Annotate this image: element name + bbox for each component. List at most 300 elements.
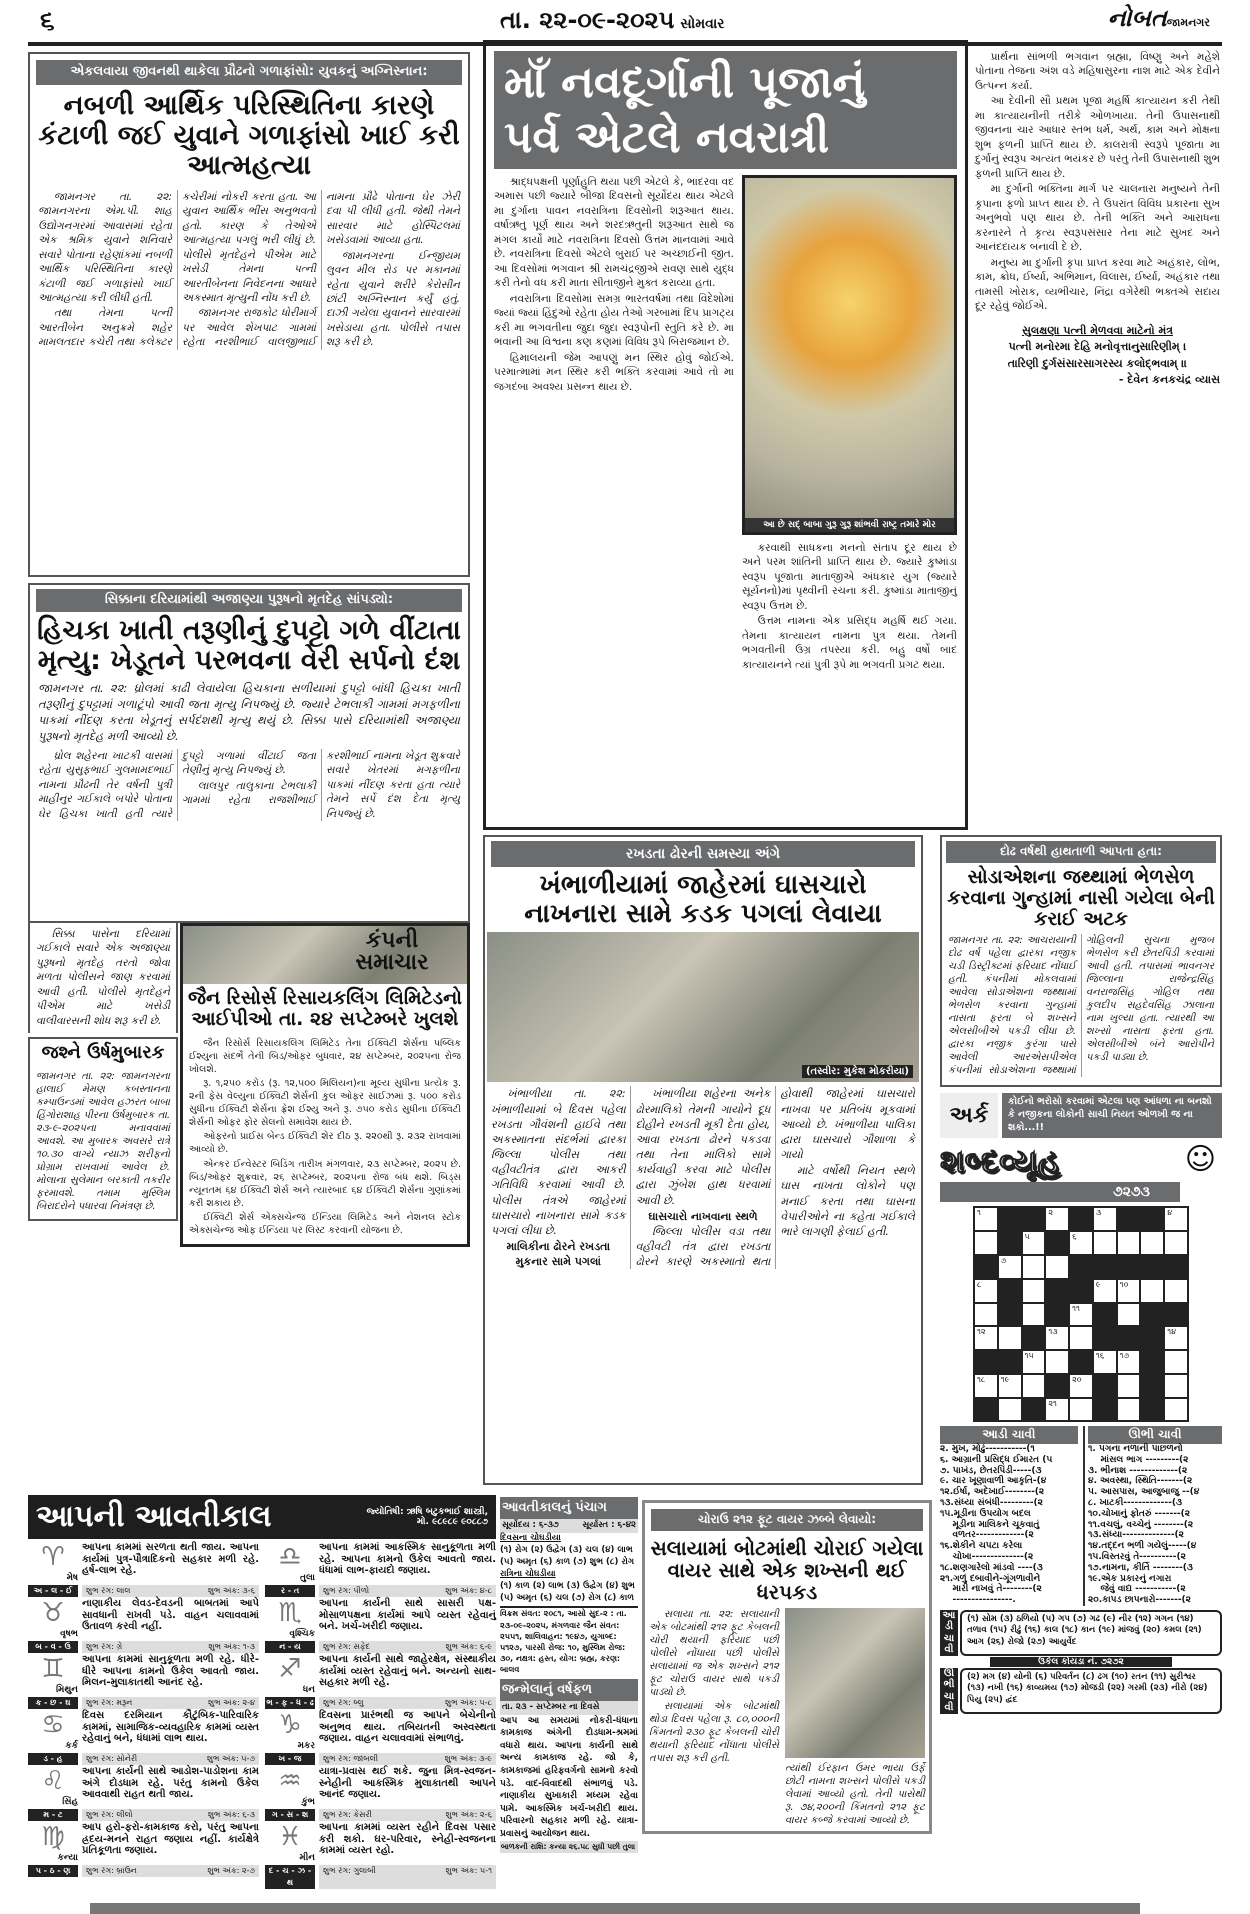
article-body (485, 1082, 921, 1273)
mantra-block (975, 323, 1220, 389)
lucky-number-label: શુભ અંક: (444, 1754, 477, 1763)
middle-column (483, 40, 968, 1485)
paragraph: શ્રાદ્ધપક્ષની પૂર્ણાહુતિ થયા પછી એટલે કે, ભાદરવા વદ અમાસ પછી જ્યારે બીજા દિવસનો સૂર્યોદય થાય એટલે મા દુર્ગાના પાવન નવરાત્રિના દિવસોની શરૂઆત થાય. વર્ષાઋતુ પૂર્ણ થાય અને શરદઋતુની શરૂઆત સાથે જ મંગલ કાર્યો માટે નવરાત્રિના દિવસો ઉત્તમ માનવામાં આવે છે. નવરાત્રિના દિવસો એટલે બુરાઈ પર અચ્છાઈની જીત. આ દિવસોમાં ભગવાન શ્રી રામચંદ્રજીએ રાવણ સાથે યુદ્ધ કરી તેનો વધ કરી માતા સીતાજીને મુક્ત કરાવ્યા હતા. (494, 176, 734, 290)
crossword-cell[interactable] (1165, 1399, 1187, 1421)
footer-bar (90, 1903, 1140, 1914)
horoscope-maiden (28, 1822, 259, 1877)
cell-number: ૯ (1095, 1279, 1101, 1289)
goat-fish-icon: ♑ (278, 1710, 302, 1740)
across-solution-row (940, 1610, 1222, 1656)
birthday-text: આપ આ સમયમાં નોકરી-ધંધાના કામકાજ અંગેની દોડધામ-શ્રમમાં વધારો થાય. આપના કાર્યની સાથે અન્ય કામકાજ રહે. જો કે, કામકાજમાં હરિફવર્ગનો સામનો કરવો પડે. વાદ-વિવાદથી સંભાળવું પડે. નાણાકીય સુખાકારી મધ્યમ રહેવા પામે. આકસ્મિક ખર્ચ-ખરીદી થાય. પરિવારનો સહકાર મળી રહે. યાત્રા-પ્રવાસનું આયોજન થાય. (500, 1715, 638, 1839)
navratri-right-part (742, 175, 957, 673)
paragraph: ખંભાળીયા તા. ૨૨: ખંભાળીયામાં બે દિવસ પહેલા રખડતા ગૌવંશની હાઈવે તથા અકસ્માતના સંદર્ભમાં દ્વારકા જિલ્લા પોલીસ તથા વહીવટીતંત્ર દ્વારા આકરી ગતિવિધિ કરવામાં આવી છે. પોલીસ તંત્રએ જાહેરમાં ઘાસચારો નાખનારા સામે કડક પગલાં લીધા છે. (491, 1087, 626, 1237)
paragraph: ઈક્વિટી શેર્સ એક્સચેન્જ ઈન્ડિયા લિમિટેડ અને નેશનલ સ્ટોક એક્સચેન્જ ઓફ ઈન્ડિયા પર લિસ્ટ કરવાની યોજના છે. (189, 1211, 461, 1237)
across-clue: ૨. મુખ, મોઢું-----------(૧ (940, 1443, 1035, 1454)
sign-lucky-info (319, 1641, 496, 1653)
paragraph: જિલ્લા પોલીસ વડા તથા વહીવટી તંત્ર દ્વારા રખડતા ઢોરને કારણે અકસ્માતો થતા હોવાથી જાહેરમાં ઘાસચારો નાખવા પર પ્રતિબંધ મૂકવામાં આવ્યો છે. ખંભાળીયા પાલિકા દ્વારા ઘાસચારો ગૌશાળા કે ગાયો (635, 1087, 915, 1269)
lucky-number-label: શુભ અંક: (207, 1586, 240, 1595)
article-body: જામનગર તા. ૨૨: આચરાયાની દોઢ વર્ષ પહેલા દ્વારકા નજીક ચડી ડિસ્ટ્રીક્ટમાં ફરિયાદ નોંધાઈ હતી. કંપનીમાં મોકલવામાં આવેલા સોડાએશના જથ્થામાં ભેળસેળ કરવાના ગુન્હામાં નાસતા ફરતા બે શખ્સને એલસીબીએ પકડી લીધા છે. દ્વારકા નજીક કુરંગા પાસે આવેલી આરએસપીએલ કંપનીમાં સોડાએશના જથ્થામાં ગોહિલની સુચના મુજબ ભેળસેળ કરી છેતરપિંડી કરવામાં આવી હતી. તપાસમાં ભાવનગર જિલ્લાના રાજેન્દ્રસિંહ વનરાજસિંહ ગોહિલ તથા કુલદીપ સહદેવસિંહ ઝાલાના નામ ખુલ્યા હતા. ત્યારથી આ શખ્સો નાસતા ફરતા હતા. એલસીબીએ બંને આરોપીને પકડી પાડ્યા છે. (948, 935, 1214, 1077)
lucky-color-label: શુભ રંગ: (86, 1586, 114, 1595)
lucky-color: સોનેરી (116, 1754, 138, 1763)
crossword-cell[interactable] (1165, 1232, 1187, 1254)
across-clue: ૬. આગ્રાની પ્રસિદ્ધ ઈમારત (૫ (940, 1454, 1053, 1465)
sign-figure (265, 1542, 315, 1584)
crossword-cell[interactable] (975, 1375, 997, 1397)
crossword-cell[interactable] (1023, 1304, 1045, 1326)
crossword-black-cell (999, 1351, 1021, 1373)
crossword-grid (973, 1206, 1189, 1422)
crossword-cell[interactable] (1118, 1304, 1140, 1326)
sign-letters: ભ - ફ - ધ - ઢ (266, 1698, 314, 1707)
company-news-banner (183, 926, 467, 984)
crossword-cell[interactable] (999, 1399, 1021, 1421)
horoscope-bull (28, 1598, 259, 1653)
lead: જામનગર તા. ૨૨: ધ્રોલમાં કાઢી લેવાયેલા હિચકાના સળીયામાં દુપટ્ટો બાંધી હિચકા ખાતી તરૂણીનું દુપટ્ટામાં ગળાટૂંપો આવી જતા મૃત્યુ નિપજ્યું છે. જ્યારે ટેભલાકી ગામમાં મગફળીના પાકમાં નીંદણ કરતા ખેડૂતનું સર્પદંશથી મૃત્યુ થયું છે. સિક્કા પાસે દરિયામાંથી અજાણ્યા પુરૂષનો મૃતદેહ મળી આવ્યો છે. (38, 681, 460, 743)
sign-letters: ક - છ - ઘ (28, 1697, 78, 1709)
sign-figure (265, 1710, 315, 1752)
across-clue: ૧૬.શેકીને ચપટા કરેલા ચોખા--------------(૨ (940, 1541, 1034, 1562)
horoscope-lion (28, 1766, 259, 1821)
down-clue: ૧૪.તદ્દન ભળી ગયેલું-----(૪ (1088, 1541, 1197, 1552)
across-clue: ૭. પાખંડ, છેતરપિંડી-----(૩ (940, 1465, 1042, 1476)
cell-number: ૧૮ (977, 1374, 986, 1384)
crossword-clues (940, 1426, 1222, 1606)
sign-name: મકર (297, 1741, 315, 1751)
crossword-cell[interactable] (1023, 1280, 1045, 1302)
crossword-cell[interactable] (1046, 1208, 1068, 1230)
down-clue: ૧૦.ચોખાનું ફોતરું -------(૨ (1088, 1508, 1191, 1519)
ram-icon: ♈ (41, 1542, 65, 1572)
crab-icon: ♋ (41, 1710, 65, 1740)
crossword-black-cell (1046, 1375, 1068, 1397)
day-choghadiya-title: દિવસના ચોઘડીયા (500, 1533, 561, 1544)
headline-line: માઁ નવદૂર્ગાની પૂજાનું (504, 57, 866, 108)
day-choghadiya: (૧) રોગ (૨) ઉદ્વેગ (૩) ચલ (૪) લાભ (500, 1544, 633, 1555)
crossword-black-cell (1046, 1232, 1068, 1254)
crossword-black-cell (1046, 1280, 1068, 1302)
lucky-number-group (208, 1697, 255, 1709)
moon-sign: બાળકની રાશિ: કન્યા ૨૬.૫૮ સુધી પછી તુલા (500, 1841, 638, 1854)
lucky-number-group (445, 1753, 492, 1765)
article-body-mid (742, 541, 957, 673)
crossword-cell[interactable] (975, 1304, 997, 1326)
crossword-cell[interactable] (1165, 1327, 1187, 1349)
article-body (30, 747, 468, 823)
lucky-number-group (207, 1865, 255, 1877)
cell-number: ૨૧ (1048, 1398, 1057, 1408)
kicker: એકલવાયા જીવનથી થાકેલા પ્રૌઢનો ગળાફાંસો: યુવકનું અગ્નિસ્નાન: (36, 60, 462, 85)
scales-icon: ♎ (278, 1542, 302, 1572)
mantra-line: પત્ની મનોરમા દેહિ મનોવૃત્તાનુસારિણીમ્ । (1008, 340, 1187, 354)
crossword-black-cell (1118, 1208, 1140, 1230)
crossword-black-cell (975, 1399, 997, 1421)
lion-icon: ♌ (41, 1766, 65, 1796)
subhead: માલિકીના ઢોરને રખડતા મુકનાર સામે પગલાં (506, 1240, 611, 1269)
crossword-cell[interactable] (999, 1327, 1021, 1349)
sign-forecast: નાણાકીય લેવડ-દેવડની બાબતમાં આપે સાવધાની રાખવી પડે. વાહન ચલાવવામાં ઉતાવળ કરવી નહીં. (82, 1598, 259, 1632)
crossword-black-cell (999, 1232, 1021, 1254)
crossword-cell[interactable] (1165, 1208, 1187, 1230)
crossword-cell[interactable] (999, 1256, 1021, 1278)
sign-forecast: દિવસ દરમિયાન કૌટુંબિક-પારિવારિક કામમાં, સામાજિક-વ્યવહારિક કામમાં વ્યસ્ત રહેવાનું બને, ધંધામાં લાભ થાય. (82, 1710, 259, 1744)
sign-name: તુલા (300, 1573, 315, 1583)
sign-forecast: આપ હરો-ફરો-કામકાજ કરો, પરંતુ આપના હ્રદય-મનને રાહત જણાય નહીં. કાર્યક્ષેત્રે પ્રતિકૂળતા જણાય. (82, 1822, 259, 1856)
sign-name: ધન (302, 1685, 315, 1695)
night-choghadiya: (૫) અમૃત (૬) ચલ (૭) રોગ (૮) કાળ (500, 1592, 634, 1603)
crossword-black-cell (1094, 1327, 1116, 1349)
cartoon-face-icon: ☺ (1184, 1142, 1216, 1178)
lucky-color-label: શુભ રંગ: (323, 1866, 351, 1875)
crossword-black-cell (975, 1351, 997, 1373)
lucky-color-group (323, 1641, 370, 1653)
sign-letters: ર - ત (265, 1585, 315, 1597)
crossword-black-cell (1141, 1375, 1163, 1397)
sign-lucky-info (319, 1585, 496, 1597)
headline: ખંભાળીયામાં જાહેરમાં ઘાસચારો નાખનારા સામે કડક પગલાં લેવાયા (524, 870, 882, 930)
arrest-photo (785, 1608, 925, 1758)
lucky-color-group (86, 1697, 132, 1709)
crossword-cell[interactable] (1094, 1208, 1116, 1230)
sign-forecast: આપના કાર્યની સાથે જાહેરક્ષેત્ર, સંસ્થાકીય કાર્યમાં વ્યસ્ત રહેવાનું બને. અન્યનો સાથ-સહકાર મળી રહે. (319, 1654, 496, 1688)
lucky-number: ૩-૯ (479, 1754, 492, 1763)
article-body (649, 1608, 779, 1827)
crossword-black-cell (1023, 1208, 1045, 1230)
crossword-cell[interactable] (1118, 1351, 1140, 1373)
horoscope-scales (265, 1542, 496, 1597)
left-column (28, 52, 470, 1247)
crossword-black-cell (1165, 1256, 1187, 1278)
lucky-color-group (323, 1809, 372, 1821)
crossword-cell[interactable] (1165, 1375, 1187, 1397)
crossword-cell[interactable] (1023, 1375, 1045, 1397)
lucky-number-group (208, 1641, 255, 1653)
headline: જૈન રિસોર્સ રિસાયકલિંગ લિમિટેડનો આઈપીઓ તા. ૨૪ સપ્ટેમ્બરે ખુલશે (187, 987, 463, 1031)
crossword-cell[interactable] (1094, 1351, 1116, 1373)
sign-lucky-info (319, 1697, 496, 1709)
sign-forecast: આપના કામમાં સરળતા થતી જાય. આપના કાર્યમાં પુત્ર-પૌત્રાદિકનો સહકાર મળી રહે. હર્ષ-લાભ રહે. (82, 1542, 259, 1576)
sign-letters: દ - ચ - ઝ - થ (265, 1865, 315, 1889)
cell-number: ૧૩ (1048, 1327, 1058, 1337)
sign-lucky-info (82, 1697, 259, 1709)
crossword-black-cell (1070, 1208, 1092, 1230)
paragraph: જામનગરના ઈન્જીયમ લુવન મીલ રોડ પર મકાનમાં રહેતા યુવાને શરીરે કેરોસીન છાંટી અગ્નિસ્નાન કર્યું હતું. દાઝી ગયેલા યુવાનને સારવારમાં ખસેડાયા હતા. પોલીસે તપાસ શરૂ કરી છે. (326, 249, 460, 349)
logo-city: જામનગર (1166, 16, 1210, 29)
sign-letters: બ - વ - ઉ (28, 1641, 78, 1653)
crossword-cell[interactable] (1046, 1327, 1068, 1349)
headline-block (494, 51, 957, 169)
crossword-cell[interactable] (975, 1327, 997, 1349)
crossword-cell[interactable] (975, 1280, 997, 1302)
article-salaya (642, 1500, 932, 1834)
sign-name: સિંહ (62, 1797, 78, 1807)
down-clue: ૫. આસપાસ, આજુબાજુ --(૪ (1088, 1487, 1200, 1498)
sign-figure (265, 1822, 315, 1864)
lucky-color-label: શુભ રંગ: (86, 1642, 114, 1651)
paragraph: આ દેવીની સૌ પ્રથમ પૂજા મહર્ષિ કાત્યાયન કરી તેથી મા કાત્યાયનીની તરીકે ઓળખાયા. તેની ઉપાસનાથી જીવનના ચાર આધાર સ્તંભ ધર્મ, અર્થ, કામ અને મોક્ષના શુભ ફળની પ્રાપ્તિ થાય છે. કાલરાત્રી સ્વરૂપે પૂજાતા મા દુર્ગાનું સ્વરૂપ અત્યંત ભયંકર છે પરંતુ તેની ઉપાસનાથી શુભ ફળની પ્રાપ્તિ થાય છે. (975, 95, 1220, 180)
left-strip (28, 923, 178, 1247)
page-date (500, 6, 725, 34)
lucky-color: મરૂન (116, 1698, 133, 1707)
lucky-number-label: શુભ અંક: (445, 1698, 477, 1707)
sign-forecast: આપના કામમાં વ્યસ્ત રહીને દિવસ પસાર કરી શકો. ઘર-પરિવાર, સ્નેહી-સ્વજનના કામમાં વ્યસ્ત રહો. (319, 1822, 496, 1856)
paragraph: જામનગર તા. ૨૨: જામનગરના એમ.પી. શાહ ઉદ્યોગનગરમાં આવાસમાં રહેતા એક શ્રમિક યુવાને શનિવારે સવારે પોતાના રહેણાંકમાં નબળી આર્થિક પરિસ્થિતિના કારણે કંટાળી જઈ ગળાફાંસો ખાઈ આત્મહત્યા કરી લીધી હતી. (38, 190, 172, 304)
crossword-black-cell (1023, 1399, 1045, 1421)
crossword-cell[interactable] (1046, 1351, 1068, 1373)
sign-name: કર્ક (65, 1741, 78, 1751)
lucky-color: પીળો (353, 1586, 370, 1595)
weekday: સોમવાર (680, 16, 725, 32)
lucky-number: ૫-૮ (479, 1698, 492, 1707)
water-bearer-icon: ♒ (278, 1766, 302, 1796)
lucky-color-label: શુભ રંગ: (323, 1642, 351, 1651)
article-navratri (483, 40, 968, 830)
crossword-cell[interactable] (1023, 1351, 1045, 1373)
crossword-cell[interactable] (1141, 1232, 1163, 1254)
paragraph: ઉત્તમ નામના એક પ્રસિદ્ધ મહર્ષિ થઈ ગયા. તેમના કાત્યાયન નામના પુત્ર થયા. તેમની ભગવતીની ઉગ્ર તપસ્યા કરી. બહુ વર્ષો બાદ કાત્યાયનને ત્યાં પુત્રી રૂપે મા ભગવતી પ્રગટ થયા. (742, 615, 957, 671)
crossword-black-cell (1118, 1256, 1140, 1278)
crossword-cell[interactable] (975, 1208, 997, 1230)
down-clue: ૩. ભીનાશ -------------(૨ (1088, 1465, 1188, 1476)
crossword-cell[interactable] (1165, 1280, 1187, 1302)
crossword-cell[interactable] (1118, 1280, 1140, 1302)
crossword-black-cell (1046, 1304, 1068, 1326)
salaya-right-part (785, 1608, 925, 1827)
navratri-right-column (975, 50, 1220, 389)
banner-title: કંપની સમાચાર (355, 928, 429, 975)
lucky-color-group (86, 1641, 122, 1653)
night-choghadiya: (૧) કાળ (૨) લાભ (૩) ઉદ્વેગ (૪) શુભ (500, 1580, 635, 1591)
sign-figure (28, 1710, 78, 1752)
cell-number: ૪ (1167, 1208, 1173, 1218)
kicker: ચોરાઉ ૨૧૨ ફૂટ વાયર ઝબ્બે લેવાયો: (651, 1509, 923, 1531)
sign-lucky-info (82, 1641, 259, 1653)
sign-letters: ખ - જ (265, 1753, 315, 1765)
crossword-cell[interactable] (1070, 1327, 1092, 1349)
crossword-cell[interactable] (999, 1375, 1021, 1397)
across-clue: ૧૩.સંધ્યા સંબંધી---------(૨ (940, 1497, 1043, 1508)
sign-name: વૃશ્ચિક (289, 1629, 315, 1639)
horoscope-crab (28, 1710, 259, 1765)
sign-figure (28, 1654, 78, 1696)
lucky-number-group (207, 1753, 255, 1765)
sign-letters: મ - ટ (28, 1809, 78, 1821)
kicker: રખડતા ઢોરની સમસ્યા અંગે (491, 841, 915, 867)
horoscope-title: આપની આવતીકાલ (36, 1499, 272, 1534)
sign-figure (28, 1766, 78, 1808)
page-number: ૬ (40, 6, 55, 36)
crossword-cell[interactable] (1070, 1304, 1092, 1326)
crossword-title: શબ્દવ્યૂહ (940, 1142, 1061, 1181)
sign-letters: ડ - હ (28, 1753, 78, 1765)
lucky-color-group (323, 1585, 369, 1597)
sign-lucky-info (82, 1865, 259, 1877)
astrologer-info (367, 1507, 488, 1527)
cell-number: ૬ (1072, 1232, 1077, 1242)
lucky-number: ૫-૭ (241, 1754, 255, 1763)
ark-label: અર્ક (940, 1093, 1002, 1138)
crossword-black-cell (1141, 1351, 1163, 1373)
image-caption: આ છે સદ્ બાબા ગુરૂ ગુરૂ શાંભવી રાષ્ટ્ર તમારે મોર (745, 518, 954, 532)
sign-name: કુંભ (301, 1797, 315, 1807)
down-clue: ૧૩.સંધ્યા--------------(૨ (1088, 1530, 1184, 1541)
across-solution: (૧) સોમ (૩) ઠળિયો (૫) ગપ (૭) ગઢ (૯) નીર (૧૨) ગગન (૧૪) તળાવ (૧૫) રીઢું (૧૬) કાલ (૧૮) કાન (૧૯) માંજવું (૨૦) કમલ (૨૧) આગ (૨૬) રોજો (૨૭) આયુર્વેદ (960, 1610, 1222, 1656)
birthday-date: તા. ૨૩ - સપ્ટેમ્બર ના દિવસે (500, 1701, 638, 1715)
twins-icon: ♊ (41, 1654, 65, 1684)
crossword-cell[interactable] (1046, 1399, 1068, 1421)
crossword-cell[interactable] (975, 1232, 997, 1254)
crossword-black-cell (1165, 1304, 1187, 1326)
paragraph: એન્કર ઈન્વેસ્ટર બિડિંગ તારીખ મંગળવાર, ૨૩ સપ્ટેમ્બર, ૨૦૨૫ છે. બિડ/ઓફર શુક્રવાર, ૨૬ સપ્ટેમ્બર, ૨૦૨૫ના રોજ બંધ થશે. બિડ્સ ન્યૂનતમ ૬૪ ઈક્વિટી શેર્સ અને ત્યારબાદ ૬૪ ઈક્વિટી શેર્સના ગુણાંકમાં કરી શકાય છે. (189, 1158, 461, 1209)
navratri-content (494, 175, 957, 673)
lucky-color: જાંબલી (353, 1754, 378, 1763)
crossword-cell[interactable] (1141, 1280, 1163, 1302)
crossword-cell[interactable] (1094, 1232, 1116, 1254)
panchang (500, 1497, 638, 1853)
crossword-cell[interactable] (1023, 1256, 1045, 1278)
crossword-cell[interactable] (1118, 1232, 1140, 1254)
crossword-black-cell (1094, 1375, 1116, 1397)
horoscope-section (28, 1495, 496, 1890)
headline: નબળી આર્થિક પરિસ્થિતિના કારણે કંટાળી જઈ યુવાને ગળાફાંસો ખાઈ કરી આત્મહત્યા (38, 89, 460, 182)
sign-figure (265, 1766, 315, 1808)
crossword-black-cell (999, 1208, 1021, 1230)
sunset: સૂર્યાસ્ત : ૬-૪૨ (582, 1520, 636, 1531)
crossword-cell[interactable] (1165, 1351, 1187, 1373)
paragraph: તથા તેમના પત્ની આરતીબેન અનુક્રમે શહેર મામલતદાર કચેરી તથા કલેક્ટર કચેરીમાં નોકરી કરતા હતા. આ યુવાન આર્થિક ભીંસ અનુભવતો હતો. કારણ કે તેઓએ આત્મહત્યા પગલું ભરી લીધું છે. પોલીસે મૃતદેહને પીએમ માટે ખસેડી તેમના પત્ની આરતીબેનના નિવેદનના આધારે અકસ્માત મૃત્યુની નોંધ કરી છે. (38, 190, 316, 349)
horoscope-column (28, 1542, 259, 1890)
article-body-continued: ત્યાંથી ઈરફાન ઉમર ભાયા ઉર્ફે છોટી નામના શખ્સને પોલીસે પકડી લેવામાં આવ્યો હતો. તેની પાસેથી રૂ. ૭૪,૨૦૦ની કિંમતનો ૨૧૨ ફૂટ વાયર કબ્જે કરવામાં આવ્યો છે. (785, 1762, 925, 1826)
crossword-cell[interactable] (1118, 1375, 1140, 1397)
paragraph: ખંભાળીયા શહેરના અનેક ઢોરમાલિકો તેમની ગાયોને દૂધ દોહીને રખડતી મૂકી દેતા હોય, આવા રખડતા ઢોરને પકડવા તથા તેના માલિકો સામે કાર્યવાહી કરવા માટે પોલીસ દ્વારા ઝુંબેશ હાથ ધરવામાં આવી છે. (635, 1087, 771, 1207)
lucky-color: બ્લુ (353, 1698, 364, 1707)
article-body (183, 1035, 467, 1241)
lucky-color: ગ્રે (116, 1642, 123, 1651)
sign-lucky-info (82, 1753, 259, 1765)
crossword-black-cell (999, 1304, 1021, 1326)
crossword-cell[interactable] (1070, 1232, 1092, 1254)
lucky-number: ૬-૯ (479, 1642, 492, 1651)
paragraph: મા દુર્ગાની ભક્તિના માર્ગ પર ચાલનારા મનુષ્યને તેની કૃપાના ફળો પ્રાપ્ત થાય છે. તે ઉપરાંત વિવિધ પ્રકારના સુખ અનુભવો પણ થાય છે. તેની ભક્તિ અને આરાધના કરનારને તે કૃત્ય સ્વરૂપસંસાર તેના માટે સુખદ અને આનંદદાયક બનાવી દે છે. (975, 183, 1220, 254)
crossword-black-cell (1070, 1256, 1092, 1278)
cell-number: ૧૬ (1095, 1351, 1105, 1361)
sign-lucky-info (319, 1753, 496, 1765)
date: તા. ૨૨-૦૯-૨૦૨૫ (500, 6, 675, 34)
lucky-color-label: શુભ રંગ: (86, 1866, 114, 1875)
horoscope-goat-fish (265, 1710, 496, 1765)
lucky-number-group (445, 1641, 492, 1653)
subhead: ઘાસચારો નાખવાના સ્થળે (648, 1209, 758, 1223)
sign-figure (265, 1654, 315, 1696)
across-title: આડી ચાવી (940, 1426, 1078, 1444)
down-clue: ૧૯.એક પ્રકારનું નગારા જેવું વાદ્ય -----------(૨ (1088, 1573, 1186, 1595)
crossword-black-cell (1094, 1304, 1116, 1326)
sign-forecast: આપના કાર્યની સાથે સાસરી પક્ષ-મોસાળપક્ષના કાર્યમાં આપે વ્યસ્ત રહેવાનું બને. ખર્ચ-ખરીદી જણાય. (319, 1598, 496, 1632)
astrologer-phone: મો. ૯૮૯૮૯ ૯૦૮૮૭ (416, 1517, 488, 1527)
lucky-color: લીલો (116, 1810, 133, 1819)
cell-number: ૨ (1048, 1208, 1054, 1218)
sign-figure (28, 1822, 78, 1864)
crossword-cell[interactable] (1070, 1399, 1092, 1421)
lucky-number-label: શુભ અંક: (208, 1642, 241, 1651)
panchang-title: આવતીકાલનું પંચાગ (500, 1497, 638, 1519)
paragraph: કરવાથી સાધકના મનનો સંતાપ દૂર થાય છે અને પરમ શાંતિની પ્રાપ્તિ થાય છે. જ્યારે કુષ્માંડા સ્વરૂપ પૂજાતા માતાજીએ અંધકાર યુગ (જ્યારે સૂર્યનનો)માં પૃથ્વીની રચના કરી. કુષ્માંડા માતાજીનું સ્વરૂપ ઉત્તમ છે. (742, 542, 957, 612)
lucky-color: ગુલાબી (353, 1866, 376, 1875)
crossword-black-cell (1141, 1399, 1163, 1421)
cell-number: ૫ (1024, 1232, 1030, 1242)
cell-number: ૧૨ (977, 1327, 986, 1337)
across-clues (940, 1426, 1078, 1606)
archer-icon: ♐ (278, 1654, 302, 1684)
sign-lucky-info (319, 1865, 496, 1889)
crossword-black-cell (1141, 1208, 1163, 1230)
crossword-cell[interactable] (1046, 1256, 1068, 1278)
paragraph: સલાયામાં એક બોટમાંથી થોડા દિવસ પહેલા રૂ. ૮૦,૦૦૦ની કિંમતનો ૨૩૦ ફૂટ કેબલની ચોરી થયાની ફરિયાદ નોંધાતા પોલીસે તપાસ શરૂ કરી હતી. (649, 1700, 779, 1764)
navratri-body-right (975, 50, 1220, 315)
horoscope-twins (28, 1654, 259, 1709)
paragraph: સલાયા તા. ૨૨: સલાયાની એક બોટમાંથી ૨૧૨ ફૂટ કેબલની ચોરી થયાની ફરિયાદ પછી પોલીસે નોંધાયા પછી પોલીસે સલાયામાં જ એક શખ્સને ૨૧૨ ફૂટ ચોરાઉ વાયર સાથે પકડી પાડ્યો છે. (649, 1608, 779, 1698)
sign-name: મીન (299, 1853, 315, 1863)
lucky-number: ૫-૧ (479, 1866, 492, 1875)
sign-letters: પ - ઠ - ણ (28, 1865, 78, 1877)
logo-text: નોબત (1107, 4, 1167, 32)
across-clue: ૨૧.ગળું દબાવીને-ગૂંગળાવીને મારી નાખવું તે--------(૨ ----------------. (940, 1573, 1042, 1606)
lucky-number: ૩-૬ (242, 1586, 255, 1595)
lucky-color-group (323, 1753, 378, 1765)
sign-lucky-info (82, 1585, 259, 1597)
across-clue: ૧૨.ઈર્ષા, અદેખાઈ--------(૨ (940, 1487, 1045, 1498)
lucky-color-label: શુભ રંગ: (323, 1810, 351, 1819)
kicker: સિક્કાના દરિયામાંથી અજાણ્યા પુરૂષનો મૃતદેહ સાંપડ્યો: (36, 589, 462, 612)
crossword-cell[interactable] (1070, 1375, 1092, 1397)
crossword-cell[interactable] (1023, 1232, 1045, 1254)
paragraph: રૂ. ૧,૨૫૦ કરોડ (રૂ. ૧૨,૫૦૦ મિલિયન)ના મૂલ્ય સુધીના પ્રત્યેક રૂ. ૨ની ફેસ વેલ્યુના ઈક્વિટી શેર્સની કુલ ઓફર સાઈઝમાં રૂ. ૫૦૦ કરોડ સુધીના ઈક્વિટી શેર્સના ફ્રેશ ઈશ્યુ અને રૂ. ૭૫૦ કરોડ સુધીના ઈક્વિટી શેર્સની ઓફર ફોર સેલનો સમાવેશ થાય છે. (189, 1077, 461, 1129)
lucky-number: ૪-૮ (479, 1586, 492, 1595)
paragraph: સિક્કા પાસેના દરિયામાં ગઈકાલે સવારે એક અજાણ્યા પુરૂષનો મૃતદેહ તરતો જોવા મળતા પોલીસને જાણ કરવામાં આવી હતી. પોલીસે મૃતદેહને પીએમ માટે ખસેડી વાલીવારસની શોધ શરૂ કરી છે. (36, 928, 170, 1027)
lucky-number-group (208, 1585, 255, 1597)
crossword-solution (940, 1610, 1222, 1714)
day-choghadiya: (૫) અમૃત (૬) કાળ (૭) શુભ (૮) રોગ (500, 1556, 635, 1567)
news-photo (487, 932, 919, 1082)
company-news (180, 923, 470, 1247)
goddess-illustration (742, 175, 957, 535)
cell-number: ૧૪ (1167, 1327, 1177, 1337)
across-clue: ૯. ચાર ખૂણાવાળી આકૃતિ-(૪ (940, 1476, 1047, 1487)
crossword-black-cell (1141, 1304, 1163, 1326)
headline-line: પર્વ એટલે નવરાત્રી (504, 112, 830, 163)
sign-figure (265, 1598, 315, 1640)
cell-number: ૧૧ (1072, 1303, 1080, 1313)
paragraph: જૈન રિસોર્સ રિસાયકલિંગ લિમિટેડ તેના ઈક્વિટી શેર્સના પબ્લિક ઈશ્યુના સંદર્ભે તેની બિડ/ઓફર બુધવાર, ૨૪ સપ્ટેમ્બર, ૨૦૨૫ના રોજ ખોલશે. (189, 1037, 461, 1075)
lucky-color-group (86, 1753, 137, 1765)
down-clues (1083, 1426, 1222, 1606)
lucky-color-group (86, 1585, 130, 1597)
lucky-color: બ્રાઉન (116, 1866, 137, 1875)
down-clue: ૪. અવસ્થા, સ્થિતિ-------(૨ (1088, 1476, 1193, 1487)
sign-figure (28, 1598, 78, 1640)
cell-number: ૭ (1000, 1255, 1007, 1265)
horoscope-scorpion (265, 1598, 496, 1653)
article-body: જામનગર તા. ૨૨: જામનગરના હાલાઈ મેમણ કબસ્તાનના કમ્પાઉન્ડમાં આવેલ હઝરત બાબા હિંગોરાશાહ પીરના ઉર્ષમુબારક તા. ૨૩-૯-૨૦૨૫ના મનાવવામાં આવશે. આ મુબારક અવસરે રાત્રે ૧૦.૩૦ વાગ્યે ન્યાઝ શરીફનો પ્રોગ્રામ રાખવામાં આવેલ છે. મોલાના સુલેમાન બરકાતી તકરીર ફરમાવશે. તમામ મુસ્લિમ બિરાદરોને પધારવા નિમંત્રણ છે. (36, 1070, 170, 1212)
crossword-number: ૭૨૭૩ (940, 1182, 1180, 1202)
article-khambhaliya (483, 835, 923, 1485)
down-solution: (૨) મગ (૪) યોની (૬) પરિવર્તન (૮) ઢગ (૧૦) રતન (૧૧) સુરીશ્વર (૧૩) નખી (૧૬) કાવ્યમય (૧૭) મોજડી (૨૨) ગરમી (૨૩) નીરો (૨૪) પિયુ (૨૫) દ્વંદ (960, 1668, 1222, 1714)
article-body-left (494, 175, 734, 673)
crossword-cell[interactable] (1094, 1280, 1116, 1302)
crossword-cell[interactable] (1118, 1399, 1140, 1421)
crossword-black-cell (1141, 1256, 1163, 1278)
crossword-black-cell (1070, 1280, 1092, 1302)
crossword-black-cell (975, 1256, 997, 1278)
